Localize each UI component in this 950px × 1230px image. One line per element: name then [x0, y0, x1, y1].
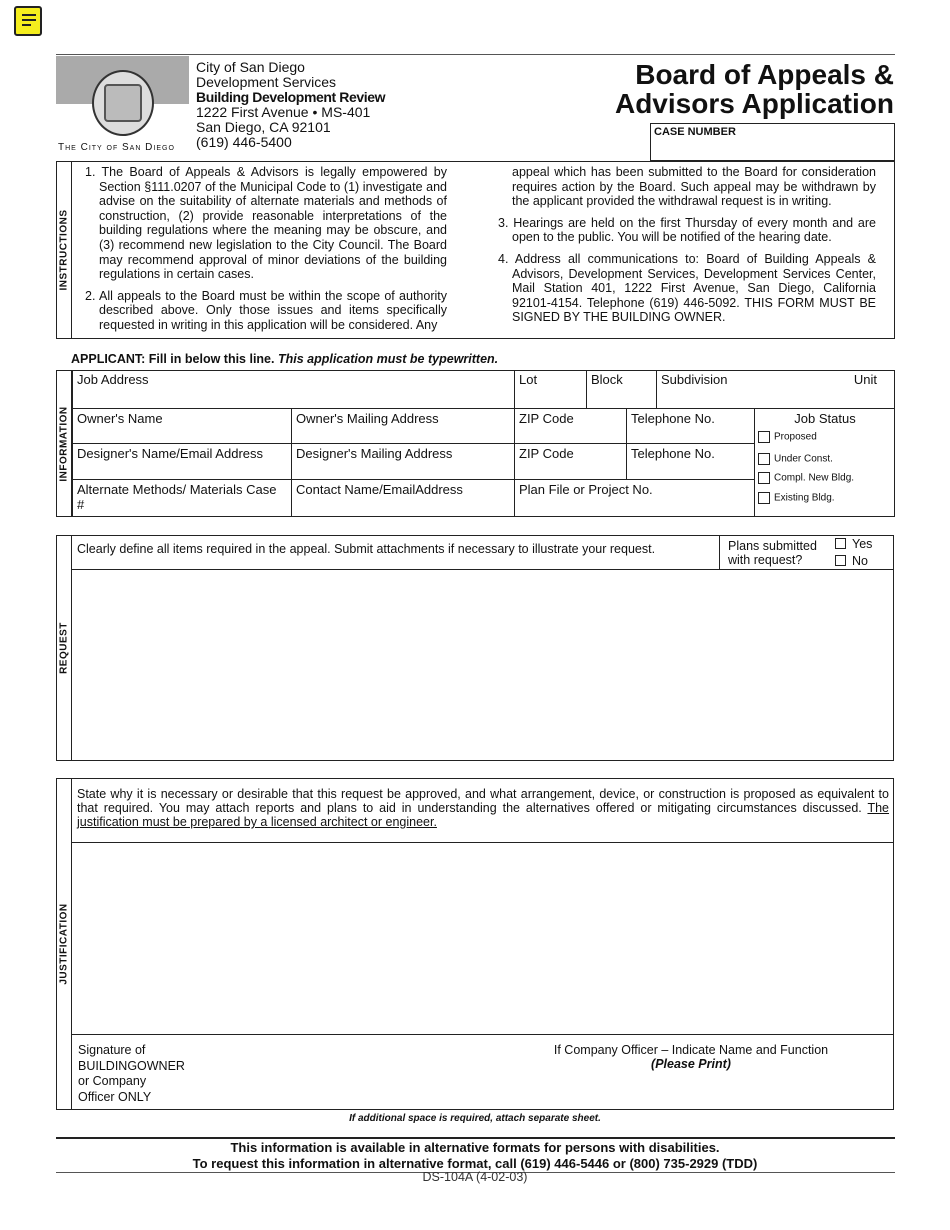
designer-telephone-field[interactable]	[626, 443, 754, 479]
plans-line: Plans submitted	[728, 539, 817, 553]
contact-field[interactable]	[291, 479, 514, 517]
field-label: Telephone No.	[631, 411, 715, 426]
plan-file-field[interactable]	[514, 479, 754, 517]
note-icon[interactable]	[14, 6, 42, 36]
checkbox-label: Under Const.	[774, 453, 833, 465]
seal-emblem-icon	[104, 84, 142, 122]
field-label: Designer's Mailing Address	[296, 446, 453, 461]
checkbox-icon	[758, 431, 770, 443]
field-label: Contact Name/EmailAddress	[296, 482, 463, 497]
status-proposed-checkbox[interactable]	[758, 431, 817, 443]
company-officer-label	[551, 1043, 831, 1071]
department-name: Building Development Review	[196, 89, 386, 105]
instruction-item: 2. All appeals to the Board must be within the scope of authority described above. Only those issues and items specifically requested in writing in this application will be considered. Any	[85, 288, 447, 332]
status-compl-new-checkbox[interactable]	[758, 472, 854, 484]
signature-field[interactable]	[242, 1037, 542, 1109]
plans-no-checkbox[interactable]	[835, 554, 868, 568]
field-label: Subdivision	[661, 372, 728, 387]
case-number-label: CASE NUMBER	[654, 126, 736, 138]
justification-text-area[interactable]	[73, 843, 893, 1034]
designer-name-field[interactable]	[72, 443, 291, 479]
owner-telephone-field[interactable]	[626, 408, 754, 443]
sig-line: or Company	[78, 1074, 147, 1088]
officer-line: If Company Officer – Indicate Name and Function	[553, 1043, 829, 1057]
address-line: City of San Diego	[196, 59, 305, 75]
owner-mailing-field[interactable]	[291, 408, 514, 443]
notice-line: To request this information in alternative format, call (619) 446-5446 or (800) 735-2929 (TDD)	[192, 1156, 758, 1171]
field-label: Owner's Name	[77, 411, 163, 426]
checkbox-label: Compl. New Bldg.	[774, 472, 855, 484]
checkbox-icon	[835, 538, 846, 549]
case-number-field[interactable]	[650, 123, 895, 161]
plans-submitted-label	[728, 539, 817, 567]
status-existing-checkbox[interactable]	[758, 492, 835, 504]
subdivision-field[interactable]	[656, 370, 895, 408]
instruction-item: appeal which has been submitted to the Board for consideration requires action by the Board. Such appeal may be withdrawn by the applicant provided the withdrawal request is in writing.	[512, 165, 876, 209]
phone-number: (619) 446-5400	[196, 134, 292, 150]
field-label: ZIP Code	[519, 411, 574, 426]
department-address	[196, 60, 385, 150]
instructions-label: INSTRUCTIONS	[57, 162, 72, 338]
divider	[72, 1034, 893, 1035]
form-title	[615, 60, 894, 118]
owner-zip-field[interactable]	[514, 408, 626, 443]
sig-line: BUILDINGOWNER	[78, 1058, 185, 1073]
request-instruction: Clearly define all items required in the appeal. Submit attachments if necessary to illustrate your request.	[77, 542, 656, 556]
field-label: ZIP Code	[519, 446, 574, 461]
block-field[interactable]	[586, 370, 656, 408]
checkbox-label: Proposed	[774, 431, 817, 443]
instruction-item: 4. Address all communications to: Board of Building Appeals & Advisors, Development Services, Development Services Center, Mail Station 401, 1222 First Avenue, San Diego, California 92101-4154. Telephone (619) 446-5092. THIS FORM MUST BE SIGNED BY THE BUILDING OWNER.	[498, 251, 876, 325]
applicant-bold: APPLICANT: Fill in below this line.	[71, 352, 275, 366]
unit-label: Unit	[853, 372, 877, 387]
designer-mailing-field[interactable]	[291, 443, 514, 479]
form-number: DS-104A (4-02-03)	[422, 1170, 528, 1184]
city-line: San Diego, CA 92101	[196, 119, 331, 135]
instructions-section	[56, 161, 895, 339]
applicant-italic: This application must be typewritten.	[277, 352, 499, 366]
instruction-item: 1. The Board of Appeals & Advisors is legally empowered by Section §111.0207 of the Municipal Code to (1) investigate and advise on the suitability of alternate materials and methods of construction, (2) provide reasonable interpretations of the building regulations where the meaning may be obscure, and (3) recommend new legislation to the City Council. The Board may recommend approval of minor deviations of the building regulations in certain cases.	[85, 165, 447, 282]
plans-yes-checkbox[interactable]	[835, 537, 872, 551]
header-rule	[56, 54, 895, 55]
notice-line: This information is available in alternative formats for persons with disabilities.	[230, 1140, 720, 1155]
title-line: Board of Appeals &	[635, 59, 894, 90]
additional-space-note: If additional space is required, attach separate sheet.	[349, 1113, 601, 1124]
field-label: Block	[591, 372, 623, 387]
lot-field[interactable]	[514, 370, 586, 408]
checkbox-icon	[758, 492, 770, 504]
yes-label: Yes	[852, 537, 873, 551]
signature-label	[78, 1043, 185, 1105]
justification-requirement: The justification must be prepared by a licensed architect or engineer.	[77, 801, 890, 829]
accessibility-notice	[0, 1140, 950, 1172]
field-label: Owner's Mailing Address	[296, 411, 439, 426]
job-address-field[interactable]	[72, 370, 514, 408]
designer-zip-field[interactable]	[514, 443, 626, 479]
checkbox-icon	[758, 472, 770, 484]
information-label: INFORMATION	[57, 371, 72, 516]
street-address: 1222 First Avenue • MS-401	[196, 104, 371, 120]
field-label: Job Status	[794, 411, 856, 426]
plans-line: with request?	[728, 553, 803, 567]
instructions-col-right	[498, 165, 876, 332]
instruction-item: 3. Hearings are held on the first Thursday of every month and are open to the public. You will be notified of the hearing date.	[498, 215, 876, 245]
justification-text: State why it is necessary or desirable that this request be approved, and what arrangement, device, or construction is proposed as equivalent to that required. You may attach reports and plans to aid in understanding the alternatives offered or mitigating circumstances discussed.	[77, 787, 889, 815]
justification-label: JUSTIFICATION	[57, 779, 72, 1109]
address-line: Development Services	[196, 74, 337, 90]
field-label: Job Address	[77, 372, 149, 387]
field-label: Telephone No.	[631, 446, 715, 461]
alternate-methods-field[interactable]	[72, 479, 291, 517]
justification-instruction	[77, 787, 889, 829]
status-under-const-checkbox[interactable]	[758, 453, 833, 465]
instructions-col-left	[85, 165, 447, 340]
title-line: Advisors Application	[614, 88, 894, 119]
request-label: REQUEST	[57, 536, 72, 760]
request-section	[56, 535, 894, 761]
checkbox-label: Existing Bldg.	[774, 492, 835, 504]
justification-section	[56, 778, 894, 1110]
applicant-instruction	[71, 352, 498, 366]
owner-name-field[interactable]	[72, 408, 291, 443]
divider	[719, 536, 720, 570]
no-label: No	[852, 554, 868, 568]
sig-line: Signature of	[78, 1043, 146, 1057]
please-print: (Please Print)	[651, 1057, 731, 1071]
field-label: Lot	[519, 372, 538, 387]
request-text-area[interactable]	[73, 571, 893, 760]
checkbox-icon	[758, 453, 770, 465]
checkbox-icon	[835, 555, 846, 566]
field-label: Plan File or Project No.	[519, 482, 653, 497]
sig-line: Officer ONLY	[78, 1089, 152, 1104]
field-label: Alternate Methods/ Materials Case #	[77, 482, 277, 512]
footer-rule	[56, 1137, 895, 1139]
field-label: Designer's Name/Email Address	[77, 446, 263, 461]
seal-caption: The City of San Diego	[58, 142, 175, 153]
